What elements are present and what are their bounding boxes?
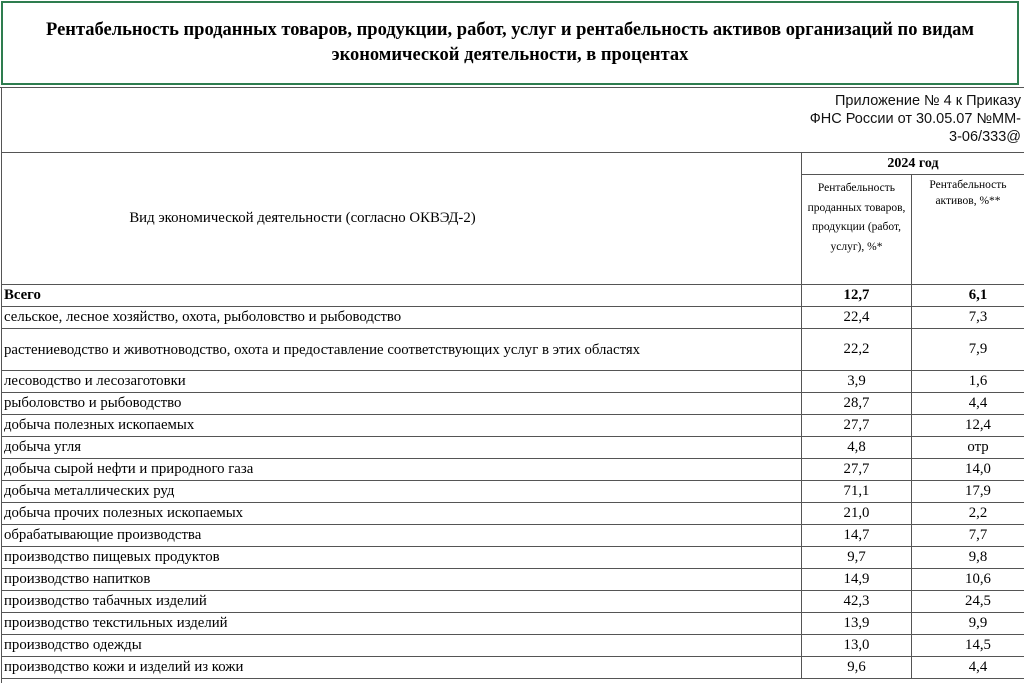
sales-profitability-cell[interactable]: 27,7 <box>802 459 912 481</box>
activity-name-cell[interactable]: растениеводство и животноводство, охота и предоставление соответствующих услуг в этих областях <box>2 329 802 371</box>
activity-name-cell[interactable]: сельское, лесное хозяйство, охота, рыболовство и рыбоводство <box>2 307 802 329</box>
sales-profitability-cell[interactable]: 22,2 <box>802 329 912 371</box>
sales-profitability-cell[interactable]: 14,9 <box>802 569 912 591</box>
table-row <box>2 569 1024 591</box>
title-cell[interactable] <box>1 1 1019 85</box>
sales-profitability-cell[interactable]: 9,7 <box>802 547 912 569</box>
activity-name-cell[interactable]: производство напитков <box>2 569 802 591</box>
sales-profitability-cell[interactable]: 14,7 <box>802 525 912 547</box>
sales-profitability-cell[interactable]: 27,7 <box>802 415 912 437</box>
table-row <box>2 481 1024 503</box>
appendix-line-2: ФНС России от 30.05.07 №ММ- <box>809 111 1021 127</box>
table-row <box>2 459 1024 481</box>
assets-profitability-cell[interactable]: 9,9 <box>912 613 1024 635</box>
assets-profitability-cell[interactable]: 4,4 <box>912 657 1024 679</box>
assets-profitability-cell[interactable]: 17,9 <box>912 481 1024 503</box>
assets-profitability-cell[interactable]: 24,5 <box>912 591 1024 613</box>
sales-profitability-cell[interactable]: 12,7 <box>802 285 912 307</box>
table-row <box>2 635 1024 657</box>
assets-profitability-cell[interactable]: 2,2 <box>912 503 1024 525</box>
sales-profitability-cell[interactable]: 13,0 <box>802 635 912 657</box>
table-row <box>2 503 1024 525</box>
table-row <box>2 525 1024 547</box>
table-row <box>2 415 1024 437</box>
grid-line-top <box>0 87 1024 88</box>
assets-profitability-cell[interactable]: 9,8 <box>912 547 1024 569</box>
sales-profitability-cell[interactable]: 3,9 <box>802 371 912 393</box>
assets-profitability-cell[interactable]: 7,3 <box>912 307 1024 329</box>
table-row <box>2 591 1024 613</box>
assets-profitability-cell[interactable]: 4,4 <box>912 393 1024 415</box>
sales-profitability-cell[interactable]: 71,1 <box>802 481 912 503</box>
table-row <box>2 329 1024 371</box>
assets-profitability-cell[interactable]: 10,6 <box>912 569 1024 591</box>
assets-profitability-cell[interactable]: 6,1 <box>912 285 1024 307</box>
activity-name-cell[interactable]: производство табачных изделий <box>2 591 802 613</box>
activity-name-cell[interactable]: добыча сырой нефти и природного газа <box>2 459 802 481</box>
table-row <box>2 437 1024 459</box>
sales-profitability-cell[interactable]: 28,7 <box>802 393 912 415</box>
assets-profitability-cell[interactable]: 7,7 <box>912 525 1024 547</box>
assets-profitability-cell[interactable]: отр <box>912 437 1024 459</box>
page-title: Рентабельность проданных товаров, продукции, работ, услуг и рентабельность активов организаций по видам экономической деятельности, в процентах <box>46 20 974 65</box>
sales-profitability-cell[interactable]: 42,3 <box>802 591 912 613</box>
sales-profitability-header[interactable]: Рентабельность проданных товаров, продукции (работ, услуг), %* <box>802 175 912 285</box>
year-header[interactable]: 2024 год <box>802 153 1024 175</box>
activity-name-cell[interactable]: Всего <box>2 285 802 307</box>
table-row <box>2 613 1024 635</box>
table-row <box>2 657 1024 679</box>
activity-kind-header[interactable]: Вид экономической деятельности (согласно ОКВЭД-2) <box>2 153 802 285</box>
profitability-table <box>1 152 1024 679</box>
assets-profitability-cell[interactable]: 12,4 <box>912 415 1024 437</box>
activity-name-cell[interactable]: добыча полезных ископаемых <box>2 415 802 437</box>
activity-name-cell[interactable]: обрабатывающие производства <box>2 525 802 547</box>
sales-profitability-cell[interactable]: 4,8 <box>802 437 912 459</box>
assets-profitability-cell[interactable]: 14,5 <box>912 635 1024 657</box>
table-row <box>2 547 1024 569</box>
assets-profitability-cell[interactable]: 1,6 <box>912 371 1024 393</box>
activity-name-cell[interactable]: добыча прочих полезных ископаемых <box>2 503 802 525</box>
sales-profitability-cell[interactable]: 13,9 <box>802 613 912 635</box>
table-row <box>2 393 1024 415</box>
table-row <box>2 307 1024 329</box>
table-row <box>2 371 1024 393</box>
activity-name-cell[interactable]: добыча металлических руд <box>2 481 802 503</box>
activity-name-cell[interactable]: добыча угля <box>2 437 802 459</box>
activity-name-cell[interactable]: производство одежды <box>2 635 802 657</box>
assets-profitability-cell[interactable]: 7,9 <box>912 329 1024 371</box>
activity-name-cell[interactable]: рыболовство и рыбоводство <box>2 393 802 415</box>
assets-profitability-header[interactable]: Рентабельность активов, %** <box>912 175 1024 285</box>
activity-name-cell[interactable]: производство кожи и изделий из кожи <box>2 657 802 679</box>
assets-profitability-cell[interactable]: 14,0 <box>912 459 1024 481</box>
sales-profitability-cell[interactable]: 21,0 <box>802 503 912 525</box>
sales-profitability-cell[interactable]: 22,4 <box>802 307 912 329</box>
activity-name-cell[interactable]: производство текстильных изделий <box>2 613 802 635</box>
activity-name-cell[interactable]: производство пищевых продуктов <box>2 547 802 569</box>
sales-profitability-cell[interactable]: 9,6 <box>802 657 912 679</box>
appendix-line-3: 3-06/333@ <box>949 129 1021 145</box>
activity-name-cell[interactable]: лесоводство и лесозаготовки <box>2 371 802 393</box>
header-row-year <box>2 153 1024 175</box>
appendix-line-1: Приложение № 4 к Приказу <box>834 93 1021 109</box>
appendix-note[interactable] <box>801 92 1021 146</box>
total-row <box>2 285 1024 307</box>
